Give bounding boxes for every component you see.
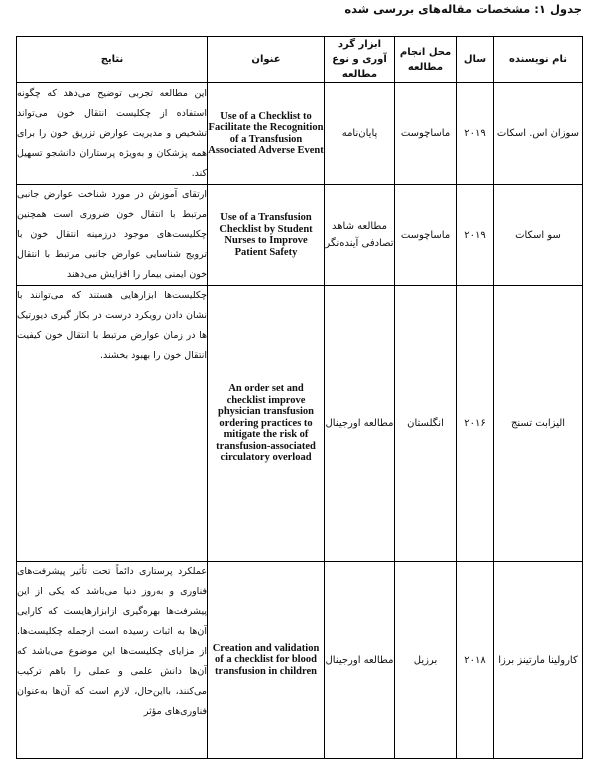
- title-cell: Creation and validation of a checklist for blood transfusion in children: [208, 562, 325, 759]
- tool-cell: پایان‌نامه: [325, 83, 395, 185]
- title-cell: Use of a Checklist to Facilitate the Recognition of a Transfusion Associated Adverse Event: [208, 83, 325, 185]
- header-results: نتایج: [17, 37, 208, 83]
- header-author: نام نویسنده: [494, 37, 583, 83]
- year-cell: ۲۰۱۹: [457, 185, 494, 286]
- year-cell: ۲۰۱۹: [457, 83, 494, 185]
- title-cell: Use of a Transfusion Checklist by Student Nurses to Improve Patient Safety: [208, 185, 325, 286]
- tool-cell: مطالعه اورجینال: [325, 562, 395, 759]
- place-cell: انگلستان: [395, 286, 457, 562]
- header-tool: ابزار گرد آوری و نوع مطالعه: [325, 37, 395, 83]
- table-header-row: [17, 37, 583, 83]
- table-row: [17, 286, 583, 562]
- author-cell: سوزان اس. اسکات: [494, 83, 583, 185]
- articles-table: [16, 36, 583, 759]
- tool-cell: مطالعه شاهد تصادفی آینده‌نگر: [325, 185, 395, 286]
- table-row: [17, 185, 583, 286]
- header-year: سال: [457, 37, 494, 83]
- year-cell: ۲۰۱۸: [457, 562, 494, 759]
- results-cell: ارتقای آموزش در مورد شناخت عوارض جانبی مرتبط با انتقال خون ضروری است همچنین چکلیست‌های موجود درزمینه انتقال خون با ترویج شناسایی عوارض جانبی مرتبط با انتقال خون ایمنی بیمار را افزایش می‌دهند: [17, 185, 208, 286]
- place-cell: ماساچوست: [395, 83, 457, 185]
- place-cell: ماساچوست: [395, 185, 457, 286]
- table-row: [17, 83, 583, 185]
- title-cell: An order set and checklist improve physician transfusion ordering practices to mitigate the risk of transfusion-associated circulatory overload: [208, 286, 325, 562]
- table-caption: جدول ۱: مشخصات مقاله‌های بررسی شده: [344, 2, 582, 16]
- year-cell: ۲۰۱۶: [457, 286, 494, 562]
- author-cell: سو اسکات: [494, 185, 583, 286]
- table-row: [17, 562, 583, 759]
- results-cell: این مطالعه تجربی توضیح می‌دهد که چگونه استفاده از چکلیست انتقال خون می‌تواند تشخیص و مدیریت عوارض تزریق خون را برای همه پزشکان و به‌ویژه پرستاران دانشجو تسهیل کند.: [17, 83, 208, 185]
- header-title: عنوان: [208, 37, 325, 83]
- place-cell: برزیل: [395, 562, 457, 759]
- results-cell: عملکرد پرستاری دائماً تحت تأثیر پیشرفت‌های فناوری و به‌روز دنیا می‌باشد که یکی از این پیشرفت‌ها بهره‌گیری ازابزارهایست که کارایی آن‌ها به اثبات رسیده است ازجمله چکلیست‌ها. از مزایای چکلیست‌ها این موضوع می‌باشد که آن‌ها دانش علمی و عملی را باهم ترکیب می‌کنند، بااین‌حال، لازم است که آن‌ها به‌عنوان فناوری‌های مؤثر: [17, 562, 208, 759]
- tool-cell: مطالعه اورجینال: [325, 286, 395, 562]
- results-cell: چکلیست‌ها ابزارهایی هستند که می‌توانند با نشان دادن رویکرد درست در بکار گیری دیورتیک ها در زمان عوارض مرتبط با انتقال خون کیفیت انتقال خون را بهبود بخشند.: [17, 286, 208, 562]
- header-place: محل انجام مطالعه: [395, 37, 457, 83]
- author-cell: کارولینا مارتینز برزا: [494, 562, 583, 759]
- author-cell: الیزابت تسنج: [494, 286, 583, 562]
